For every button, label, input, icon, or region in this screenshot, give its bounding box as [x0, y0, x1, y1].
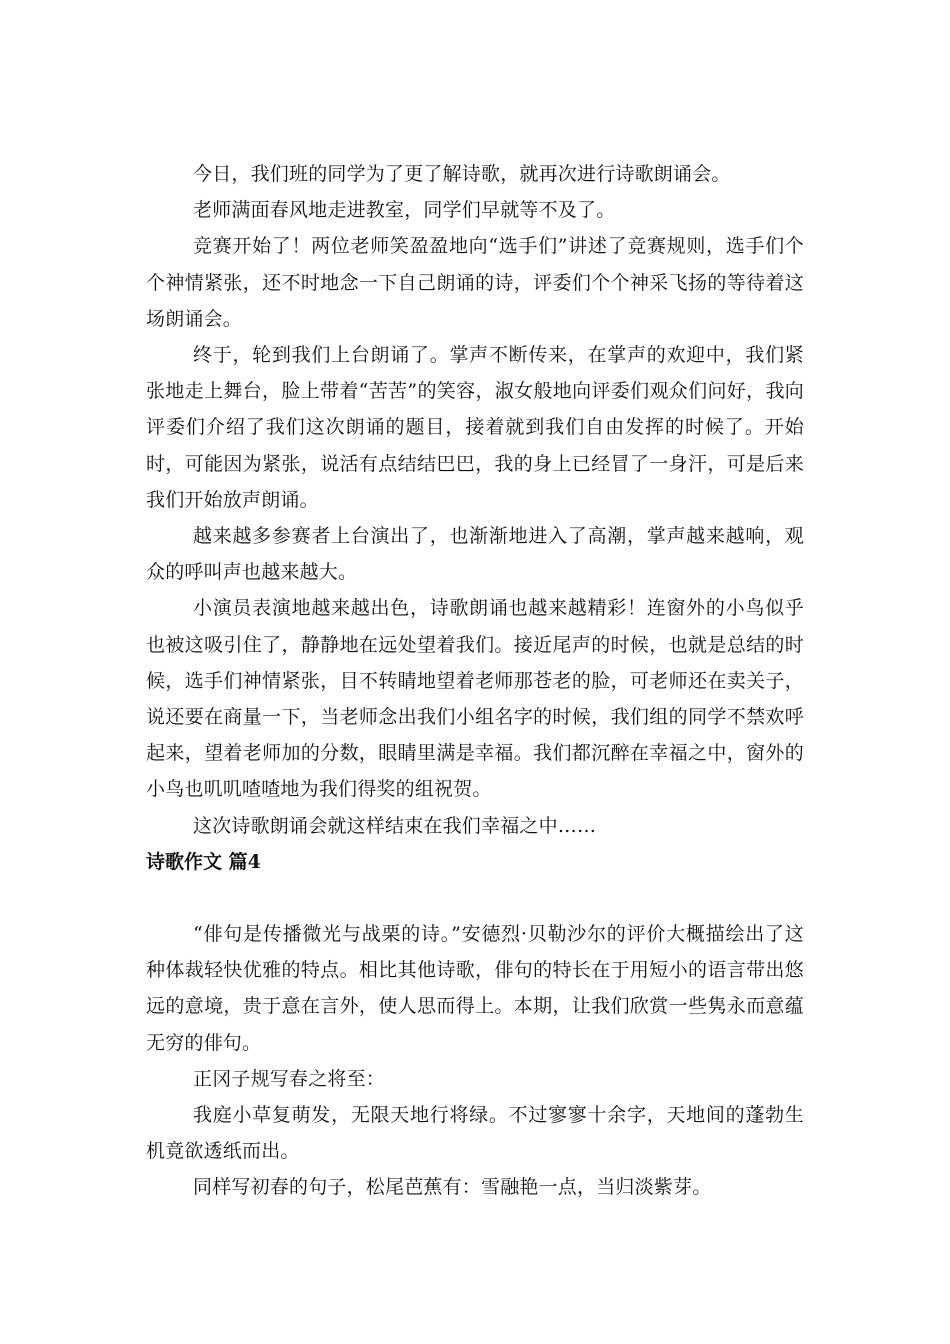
paragraph: 小演员表演地越来越出色，诗歌朗诵也越来越精彩！连窗外的小鸟似乎也被这吸引住了，静静地在远处望着我们。接近尾声的时候，也就是总结的时候，选手们神情紧张，目不转睛地望着老师那苍老的脸，可老师还在卖关子，说还要在商量一下，当老师念出我们小组名字的时候，我们组的同学不禁欢呼起来，望着老师加的分数，眼睛里满是幸福。我们都沉醉在幸福之中，窗外的小鸟也叽叽喳喳地为我们得奖的组祝贺。 — [146, 597, 804, 801]
paragraph: 越来越多参赛者上台演出了，也渐渐地进入了高潮，掌声越来越响，观众的呼叫声也越来越大。 — [146, 525, 804, 584]
paragraph: 我庭小草复萌发，无限天地行将绿。不过寥寥十余字，天地间的蓬勃生机竟欲透纸而出。 — [146, 1104, 804, 1163]
paragraph: 这次诗歌朗诵会就这样结束在我们幸福之中…… — [193, 814, 597, 837]
section-heading: 诗歌作文 篇4 — [146, 850, 261, 873]
paragraph: 竞赛开始了！两位老师笑盈盈地向“选手们”讲述了竞赛规则，选手们个个神情紧张，还不时地念一下自己朗诵的诗，评委们个个神采飞扬的等待着这场朗诵会。 — [146, 235, 804, 330]
paragraph: 正冈子规写春之将至： — [193, 1067, 386, 1090]
paragraph: 今日，我们班的同学为了更了解诗歌，就再次进行诗歌朗诵会。 — [193, 163, 731, 185]
paragraph: 终于，轮到我们上台朗诵了。掌声不断传来，在掌声的欢迎中，我们紧张地走上舞台，脸上带着“苦苦”的笑容，淑女般地向评委们观众们问好，我向评委们介绍了我们这次朗诵的题目，接着就到我们自由发挥的时候了。开始时，可能因为紧张，说活有点结结巴巴，我的身上已经冒了一身汗，可是后来我们开始放声朗诵。 — [146, 344, 804, 511]
document-body — [146, 156, 804, 1206]
paragraph: 同样写初春的句子，松尾芭蕉有：雪融艳一点，当归淡紫芽。 — [193, 1176, 712, 1199]
spacer — [146, 880, 804, 916]
paragraph: 老师满面春风地走进教室，同学们早就等不及了。 — [193, 199, 616, 222]
paragraph: “俳句是传播微光与战栗的诗。”安德烈·贝勒沙尔的评价大概描绘出了这种体裁轻快优雅的特点。相比其他诗歌，俳句的特长在于用短小的语言带出悠远的意境，贵于意在言外，使人思而得上。本期，让我们欣赏一些隽永而意蕴无穷的俳句。 — [146, 923, 804, 1054]
